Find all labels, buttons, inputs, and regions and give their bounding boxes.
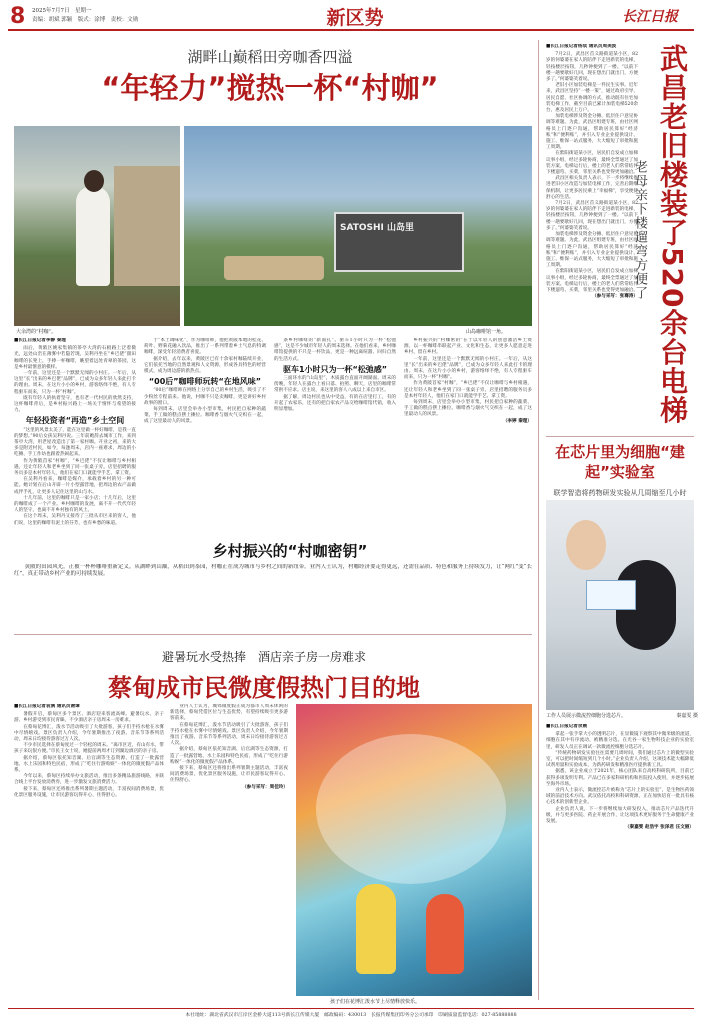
story1-para3: 既有年轻人的执着坚守，也有老一代村民的欣然支持，这杯咖啡背后，是乡村振兴路上一场关于情怀与希望的接力。 [14,395,136,414]
column-divider [538,40,539,1000]
story1-highlight: 乡村振兴的“村咖密钥” [212,542,368,560]
story2-subhead: 老母亲下楼遛弯方便了 [632,160,647,300]
date-line: 2025年7月7日 星期一 [32,8,92,14]
story4-p3: 不少市民选择在蔡甸度过一个轻松的周末。“离市区近，有山有水，带孩子来玩很方便。”市民王女士说，她提前两周才订到湖边酒店的亲子房。 [14,743,164,755]
story2-p3: 加装电梯涉及资金分摊、低层住户意见协调等难题。为此，武昌区组建专班，由社区网格员上门逐户沟通，帮助居民算好“经济账”和“便利账”，并引入专业企业提供设计、施工、维保一站式服务，大大缩短了审批和施工周期。 [546,114,638,151]
story3-p4: 业内人士表示，微流控芯片被称为“芯片上的实验室”，是生物医药领域的前沿技术方向。武汉依托高校和科研资源，正在加快培育一批具有核心技术的创新型企业。 [546,788,694,806]
story1-col1 [14,338,136,538]
story3-p3: 据悉，该企业成立于2021年，核心团队来自高校科研院所，目前已获得多项发明专利。产品已在多家科研机构和医院投入使用，并逐步拓展至海外市场。 [546,769,694,787]
story1-bottom-text: 黄陂的田园风光，正被一杯杯咖啡重新定义。从湖畔到山巅，从稻田到茶园，村咖正在成为城市与乡村之间的新纽带。业内人士认为，村咖经济要走得更远，还需在品质、特色和服务上持续发力，让“网红”变“长红”，真正带动乡村产业的可持续发展。 [14,564,532,578]
story4-p4-b: 据介绍，蔡甸区依托知音湖、后官湖等生态资源，打造了一批露营地、水上乐园和特色民宿，形成了“吃住行游购娱”一体化的微度假产品体系。 [170,747,288,765]
story3-photo-chip [546,500,694,710]
story1-colC3-b: 每到周末，店里会举办小型市集，村民把自家种的蔬菜、手工做的糕点摆上摊位。咖啡香与烟火气交织在一起，成了这里最动人的风景。 [404,400,532,418]
story4-p2-b: 在蔡甸花博汇，泼水节活动吸引了大批游客，孩子们手持水枪在水雾中尽情嬉戏。景区负责人介绍，今年暑期推出了夜游、音乐节等系列活动，周末日均接待游客过万人次。 [170,722,288,747]
story4-photo-caption: 孩子们在花博汇泼水节上尽情释放快乐。 [330,999,421,1005]
story1-colC1: 于“本土调味化”，作为咖啡师，他把黄陂本地的桂花、荷叶、野菊花融入饮品，推出了一系列带着乡土气息的特调咖啡，深受年轻消费者喜爱。 [144,338,266,356]
story2-headline: 武昌老旧楼装了520余台电梯 [656,44,689,425]
foreground-grass [184,286,532,326]
story2-p1-b: 7月2日，武昌区首义路街道某小区，82岁的何婆婆在家人的陪伴下走进新装的电梯，轻按楼层按钮，几秒钟便到了一楼。“以前下楼一趟要歇好几回，现在想出门就出门，方便多了。”何婆婆笑着说。 [546,201,638,231]
paper-logo: 长江日报 [622,9,678,25]
story4-p2: 在蔡甸花博汇，泼水节活动吸引了大批游客，孩子们手持水枪在水雾中尽情嬉戏。景区负责人介绍，今年暑期推出了夜游、音乐节等系列活动，周末日均接待游客过万人次。 [14,724,164,743]
story1-colC2: “00后”咖啡师在网络上分享自己的乡村生活，吸引了不少粉丝专程前来。他说，村咖不只是卖咖啡，更是讲好乡村故事的窗口。 [144,388,266,406]
story3-subhead: 联学智造将药物研发实验从几周缩至几小时 [553,489,687,497]
masthead [0,0,702,32]
story1-colC3: 每到周末，店里会举办小型市集，村民把自家种的蔬菜、手工做的糕点摆上摊位。咖啡香与烟火气交织在一起，成了这里最动人的风景。 [144,407,266,425]
story2-p4-b: 在紫阳街道某小区，居民们自发成立加梯议事小组，经过多轮协商，最终全票通过了加装方案。电梯运行后，楼上的老人们常常结伴下楼遛弯、买菜，邻里关系也变得更加融洽。 [546,269,638,293]
page-number: 8 [10,4,26,29]
story4-p5: 今年以来，蔡甸区持续举办文旅活动，推出多条精品旅游线路，并联合线上平台发放消费券，进一步激发文旅消费活力。 [14,774,164,786]
story4-byline: ■长江日报记者袁满 通讯员谢谭 [14,704,80,709]
child-figure-1 [356,884,396,974]
story1-para2-b: 一年前，这里还是一个默默无闻的小村庄。一年后，从这里“长”出来的乡巴佬“品牌”，已成为众多年轻人来此打卡的理由。周末，在这片小小的乡村，游客络绎不绝，有人专程驱车而来，只为一杯“村咖”。 [404,356,532,381]
story3-top-rule [546,436,694,437]
story1-sub2: “00后”咖啡师玩转“在地风味” [148,377,262,387]
story1-sub3: 驱车1小时只为一杯“松弛感” [282,364,388,374]
story1-colD1: 条乡村咖啡的“新面孔”。驱车1小时只为一杯“松弛感”，这是不少城市年轻人的周末选择。在他们看来，乡村咖啡馆提供的不只是一杯饮品，更是一种远离喧嚣、回归自然的生活方式。 [274,338,396,362]
story3-photo-credit: 秦嘉雯 摄 [676,713,698,719]
story2-p2: 老旧小区加装电梯是一件民生实事。近年来，武昌区坚持“一楼一策”，通过政府引导、居民自愿、社区协调的方式，推动既有住宅加装电梯工作，截至目前已累计加装电梯520余台，惠及居民上万户。 [546,83,638,114]
story1-byline: ■长江日报记者李静 秦理 [14,338,66,343]
story2-p4: 在紫阳街道某小区，居民们自发成立加梯议事小组，经过多轮协商，最终全票通过了加装方案。电梯运行后，楼上的老人们常常结伴下楼遛弯、买菜，邻里关系也变得更加融洽。 [546,151,638,176]
story3-photo-caption: 工作人员展示微流控细胞分选芯片。 [546,713,627,719]
story1-colD2: 三面环水的“山岛里”，木质露台直面开阔湖面。周末的傍晚，年轻人在露台上看日落、拍照、聊天，店里的咖啡常常供不应求。店主说，来这里的客人八成以上来自市区。 [274,376,396,394]
story1-footer-credit: （李婷 秦理） [502,418,532,424]
story4-p6: 接下来，蔡甸区还将推出系列暑期主题活动，丰富夜间消费场景，优化景区服务设施，让市民游客玩得开心、住得舒心。 [14,786,164,798]
story1-kicker: 湖畔山巅稻田旁咖香四溢 [187,48,353,66]
cafe-building [334,212,464,272]
story1-bottom-rule [14,634,532,635]
chip [586,580,636,610]
story1-colB3: 在吴利丹看来，咖啡是媒介，承载着乡村的另一种可能。她计划在后山开辟一片小型露营地，把周边的农产品做成伴手礼，让更多人记住这里的山与水。 [14,477,136,495]
story1-photo-village-cafe [14,126,180,326]
story4-p6-b: 接下来，蔡甸区还将推出系列暑期主题活动，丰富夜间消费场景，优化景区服务设施，让市民游客玩得开心、住得舒心。 [170,766,288,784]
story1-headline: “年轻力”搅热一杯“村咖” [101,71,439,105]
story1-colB2: 作为黄陂首家“村咖”，“乡巴佬”不仅让咖啡与乡村相遇，还让年轻人和老乡坐到了同一张桌子旁。店里招聘的服务员多是本村年轻人，他们在家门口就能学手艺、拿工资。 [14,458,136,477]
story4-p4: 据介绍，蔡甸区依托知音湖、后官湖等生态资源，打造了一批露营地、水上乐园和特色民宿，形成了“吃住行游购娱”一体化的微度假产品体系。 [14,755,164,774]
story1-intro: 雨后，黄陂区姚家集镇的茶亭大湾的石板路上泛着微光，远处山峦在薄雾中若隐若现。吴利丹坐在“乡巴佬”甜田咖啡的长凳上，手捧一杯咖啡，眺望着远处青翠的茶园，这是乡村最惬意的模样。 [14,346,136,370]
story4-col2 [170,704,288,1000]
bottom-rule [8,1008,694,1009]
story1-photo1-caption: 大余湾的“村咖”。 [16,329,57,335]
story1-para2: 一年前，这里还是一个默默无闻的小村庄。一年后，从这里“长”出来的乡巴佬“品牌”，已成为众多年轻人来此打卡的理由。周末，在这片小小的乡村，游客络绎不绝，有人专程驱车而来，只为一杯“村咖”。 [14,371,136,395]
story1-photo2-caption: 山岛咖啡馆一角。 [466,329,507,335]
story1-sub1: 年轻投资者“再造”乡土空间 [25,416,125,426]
story2-col1 [546,44,638,430]
story1-colB1: “这里的风景太美了，能在这里做一杯好咖啡，是我一直的梦想。”90后女孩吴利丹说。三年前她辞去城市工作，来到茶亭大湾，用老屋改造出了第一家村咖。开业之初，来的大多是附近村民，如今，每逢周末，店内一座难求，周边的小吃摊、手工作坊也跟着热闹起来。 [14,427,136,458]
story3-p5: 企业负责人说，下一步将继续加大研发投入，推动芯片产品迭代升级，并与更多医院、药企开展合作，让这项技术更好服务于生命健康产业发展。 [546,806,694,825]
story3-p2: “传统药物研发实验往往需要几周时间，我们通过芯片上的微型实验室，可以把时间缩短到几个小时。”企业负责人介绍，这项技术能大幅降低试剂用量和实验成本，为新药研发和精准医疗提供新工具。 [546,750,694,769]
wall [114,166,180,286]
researcher-face [566,520,606,570]
story4-kicker: 避暑玩水受热捧 酒店亲子房一房难求 [161,650,366,664]
story3-credit: （秦嘉雯 赵浩宇 张泽君 汪文丽） [624,825,694,831]
story2-p5: 武昌区相关负责人表示，下一步将继续推进老旧小区改造与加装电梯工作，完善后期维保机制，让更多居民乘上“幸福梯”，享受便捷舒心的生活。 [546,176,638,200]
story4-credit: （参与采写：周佳玲） [242,784,288,790]
story3-headline: 在芯片里为细胞“建起”实验室 [555,443,685,481]
story3-p1: 拿起一张手掌大小的透明芯片，在显微镜下观察其中微米级的流道，细胞在其中有序流动、被精准分选。在光谷一家生物科技企业的实验室里，研发人员正在调试一款微流控细胞分选芯片。 [546,732,694,750]
story1-colB4: 十几年前，这里的咖啡只是一家小店；十几年后，这里的咖啡成了一个产业。乡村咖啡的发展，离不开一代代年轻人的坚守，也离不开乡村独有的风土。 [14,495,136,514]
bottom-bar: 本社地址：湖北省武汉市江岸区金桥大道113号新长江传媒大厦 邮政编码：430013 长报传媒集团印务分公司承印 印刷质量监督电话：027-85888888 [185,1013,517,1018]
story1-col4 [404,338,532,538]
section-title: 新区势 [326,7,384,29]
editors-line: 责编：胡斌 郭颖 版式：涂博 责校：文勋 [32,17,139,23]
woman-figure [76,186,110,286]
story2-credit: （参与采写：张骞涛） [592,294,638,300]
water-spray [316,734,506,884]
story2-p3-b: 加装电梯涉及资金分摊、低层住户意见协调等难题。为此，武昌区组建专班，由社区网格员上门逐户沟通，帮助居民算好“经济账”和“便利账”，并引入专业企业提供设计、施工、维保一站式服务，大大缩短了审批和施工周期。 [546,232,638,269]
story3-byline: ■长江日报记者余晨 [546,724,588,729]
cafe-sign: SATOSHI 山岛里 [340,223,415,233]
story4-col1 [14,704,164,1000]
story1-colB2-b: 作为黄陂首家“村咖”，“乡巴佬”不仅让咖啡与乡村相遇，还让年轻人和老乡坐到了同一张桌子旁。店里招聘的服务员多是本村年轻人，他们在家门口就能学手艺、拿工资。 [404,381,532,399]
story4-p7: 业内人士认为，城郊微度假正成为都市人周末休闲的新选择，蔡甸凭借区位与生态优势，有望持续吸引更多游客前来。 [170,704,288,722]
story1-col2 [144,338,266,538]
story4-photo-water-festival [296,704,532,996]
story1-col3 [274,338,396,538]
story2-byline: ■长江日报记者杨琰 通讯员周美波 [546,44,617,49]
story1-photo-lake-cafe [184,126,532,326]
story2-p1: 7月2日，武昌区首义路街道某小区，82岁的何婆婆在家人的陪伴下走进新装的电梯，轻按楼层按钮，几秒钟便到了一楼。“以前下楼一趟要歇好几回，现在想出门就出门，方便多了。”何婆婆笑着说。 [546,52,638,83]
story1-colD4: 乡村振兴的“村咖密钥”在于以年轻人的创意激活乡土资源，以一杯咖啡串联起产业、文化和生态，让更多人愿意走进乡村、留在乡村。 [404,338,532,356]
story1-colC4-a: 据介绍，去年以来，黄陂区已有十余家村咖陆续开业，它们依托当地的自然景观和人文资源，形成各具特色的经营模式，成为周边游的新热点。 [144,356,266,375]
child-figure-2 [426,894,464,974]
terrace-people [224,256,324,280]
story1-colB5: 在这个周末，吴利丹又接待了三批从市区来的客人，他们说，这里的咖啡有泥土的芬芳，也有乡愁的味道。 [14,514,136,526]
story3-body [546,724,694,1002]
story4-headline: 蔡甸成市民微度假热门目的地 [108,674,420,702]
story4-p1: 暑假开启，蔡甸区多个景区、酒店迎来客流高峰。避暑玩水、亲子游、乡村游受到市民青睐，不少酒店亲子房周末一房难求。 [14,712,164,724]
masthead-rule [8,29,694,31]
story1-colD3: 据了解，周边村民也从中受益，有的在店里打工，有的开起了农家乐，还有的把自家农产品交给咖啡馆代销，收入明显增加。 [274,394,396,413]
woman-head [84,170,104,192]
